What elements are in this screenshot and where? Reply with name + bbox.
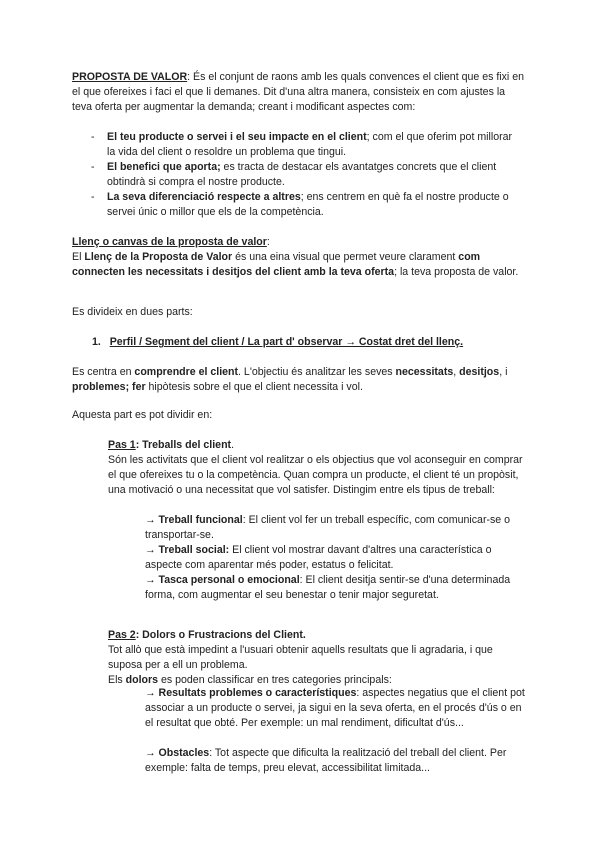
item-text: : El client desitja sentir-se d'una determinada forma, com augmentar el seu benestar o tenir major seguretat. [145, 574, 511, 601]
list-item [91, 190, 521, 220]
list-item [145, 746, 530, 776]
pas2-title: : Dolors o Frustracions del Client. [135, 629, 306, 641]
bullet-dash: - [91, 161, 95, 173]
bullet-text: ; com el que oferim pot millorar la vida del client o resoldre un problema que tingui. [107, 131, 513, 158]
llenc-text: El [72, 251, 85, 263]
item-bold: → Obstacles [145, 747, 210, 759]
llenc-colon: : [266, 236, 270, 248]
centra-bold: desitjos [459, 366, 500, 378]
item-text: El client vol mostrar davant d'altres una característica o aspecte com aparentar més poder, estatus o felicitat. [145, 544, 492, 571]
centra-bold: problemes; fer [72, 381, 146, 393]
item-text: : El client vol fer un treball específic, com comunicar-se o transportar-se. [145, 514, 511, 541]
llenc-heading: Llenç o canvas de la proposta de valor [72, 236, 267, 248]
pas1-block [108, 438, 528, 498]
bullet-bold: El teu producte o servei i el seu impacte en el client [107, 131, 367, 143]
llenc-paragraph [72, 235, 527, 280]
llenc-bold: com connecten les necessitats i desitjos del client amb la teva oferta [72, 251, 481, 278]
bullet-text: ; ens centrem en què fa el nostre producte o servei únic o millor que els de la competència. [107, 191, 509, 218]
bullet-text: es tracta de destacar els avantatges concrets que el client obtindrà si compra el nostre producte. [107, 161, 497, 188]
centra-text: hipòtesis sobre el que el client necessita i vol. [145, 381, 363, 393]
part1-title: Perfil / Segment del client / La part d' observar → Costat dret del llenç. [109, 336, 464, 348]
pas1-label: Pas 1 [108, 439, 136, 451]
centra-text: Es centra en [72, 366, 135, 378]
llenc-bold: Llenç de la Proposta de Valor [84, 251, 233, 263]
pas2-label: Pas 2 [108, 629, 136, 641]
proposta-valor-heading: PROPOSTA DE VALOR [72, 71, 188, 83]
list-item [145, 686, 530, 731]
item-text: : Tot aspecte que dificulta la realització del treball del client. Per exemple: falta de temps, preu elevat, accessibilitat limitada... [145, 747, 507, 774]
llenc-text: és una eina visual que permet veure clarament [232, 251, 459, 263]
list-item [145, 543, 530, 573]
item-bold: → Treball social: [145, 544, 230, 556]
list-item [145, 573, 530, 603]
item-bold: → Tasca personal o emocional [145, 574, 300, 586]
item-text: : aspectes negatius que el client pot associar a un producte o servei, ja sigui en la seva oferta, en el procés d'ús o en el resultat que obté. Per exemple: un mal rendiment, dificultat d'ús... [145, 687, 525, 729]
pas2-text: Tot allò que està impedint a l'usuari obtenir aquells resultats que li agradaria, i que suposa per a ell un problema. [108, 644, 493, 671]
part1-number: 1. [92, 336, 101, 348]
pas1-dot: . [231, 439, 235, 451]
centra-text: . L'objectiu és analitzar les seves [238, 366, 396, 378]
bullet-bold: La seva diferenciació respecte a altres [107, 191, 301, 203]
item-bold: → Resultats problemes o característiques [145, 687, 357, 699]
list-item [91, 160, 521, 190]
list-item [91, 130, 521, 160]
bullet-bold: El benefici que aporta; [107, 161, 221, 173]
proposta-valor-paragraph [72, 70, 527, 115]
part1-heading [92, 335, 547, 350]
pas2-text: es poden classificar en tres categories principals: [158, 674, 392, 686]
centra-text: , [453, 366, 460, 378]
centra-paragraph [72, 365, 527, 395]
list-item [145, 513, 530, 543]
divide-text: Es divideix en dues parts: [72, 306, 193, 318]
proposta-valor-text: : És el conjunt de raons amb les quals convences el client que es fixi en el que ofereixes i faci el que li demanes. Dit d'una altra manera, consisteix en com ajustes la teva oferta per augmentar la demanda; creant i modificant aspectes com: [72, 71, 525, 113]
pas2-bold: dolors [125, 674, 159, 686]
pas1-title: : Treballs del client [135, 439, 232, 451]
centra-bold: comprendre el client [134, 366, 239, 378]
llenc-text: ; la teva proposta de valor. [394, 266, 519, 278]
item-bold: → Treball funcional [145, 514, 243, 526]
aquesta-text: Aquesta part es pot dividir en: [72, 409, 213, 421]
centra-text: , i [499, 366, 508, 378]
centra-bold: necessitats [395, 366, 454, 378]
pas1-text: Són les activitats que el client vol realitzar o els objectius que vol aconseguir en comprar el que ofereixes tu o la competència. Quan compra un producte, el client té un propòsit, una motivació o una necessitat que vol satisfer. Distingim entre els tipus de treball: [108, 454, 523, 496]
bullet-dash: - [91, 191, 95, 203]
pas2-text: Els [108, 674, 126, 686]
bullet-dash: - [91, 131, 95, 143]
pas2-block [108, 628, 528, 688]
